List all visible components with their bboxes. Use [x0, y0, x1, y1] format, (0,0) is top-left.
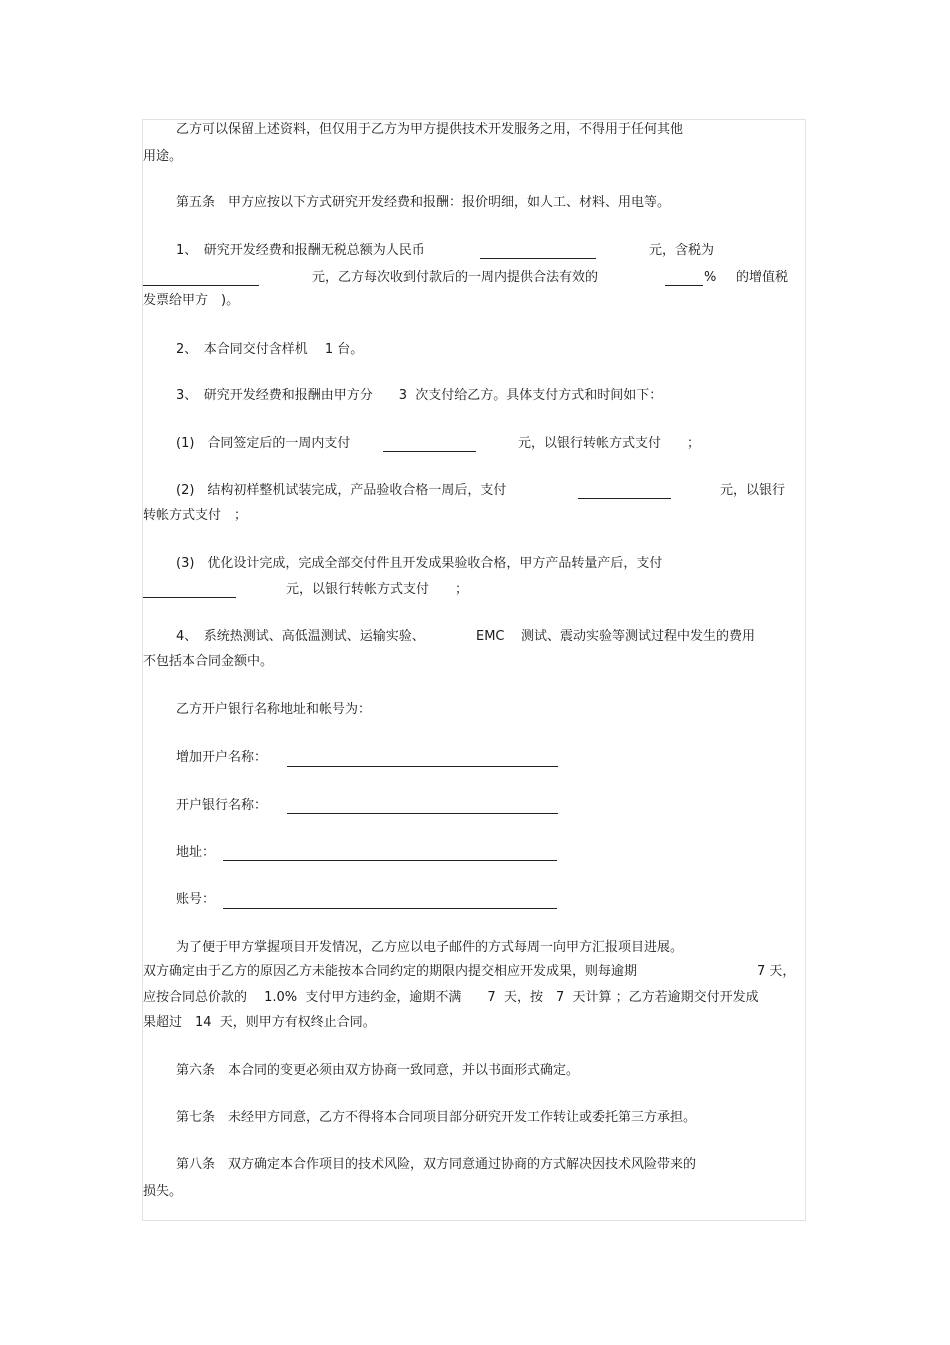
- account-name-blank: [287, 766, 558, 767]
- text-line: 果超过 14 天，则甲方有权终止合同。: [143, 1015, 376, 1030]
- text-line: (1) 合同签定后的一周内支付: [176, 436, 351, 451]
- address-blank: [223, 860, 557, 861]
- text-line: 7 天，: [757, 964, 796, 979]
- account-number-blank: [223, 908, 557, 909]
- text-line: 3、 研究开发经费和报酬由甲方分 3 次支付给乙方。具体支付方式和时间如下：: [176, 388, 663, 403]
- text-line: 不包括本合同金额中。: [143, 654, 274, 669]
- blank-line: [143, 597, 236, 598]
- text-line: 元，乙方每次收到付款后的一周内提供合法有效的: [312, 270, 599, 285]
- text-line: 元，以银行转帐方式支付 ；: [286, 582, 469, 597]
- blank-line: [383, 451, 476, 452]
- bank-info-heading: 乙方开户银行名称地址和帐号为：: [176, 702, 372, 717]
- text-line: 发票给甲方 )。: [143, 293, 240, 308]
- text-line: 双方确定由于乙方的原因乙方未能按本合同约定的期限内提交相应开发成果，则每逾期: [143, 964, 638, 979]
- account-name-label: 增加开户名称：: [176, 750, 268, 765]
- text-line: 1、 研究开发经费和报酬无税总额为人民币: [176, 243, 425, 258]
- account-number-label: 账号：: [176, 892, 216, 907]
- bank-name-label: 开户银行名称：: [176, 798, 268, 813]
- text-line: 损失。: [143, 1184, 183, 1199]
- text-line: 元，以银行: [720, 483, 786, 498]
- address-label: 地址：: [176, 845, 216, 860]
- text-line: 乙方可以保留上述资料，但仅用于乙方为甲方提供技术开发服务之用，不得用于任何其他: [176, 122, 684, 137]
- text-line: 4、 系统热测试、高低温测试、运输实验、: [176, 629, 425, 644]
- text-line: (3) 优化设计完成，完成全部交付件且开发成果验收合格，甲方产品转量产后，支付: [176, 556, 663, 571]
- blank-line: [480, 258, 596, 259]
- text-line: 元，含税为: [649, 243, 715, 258]
- text-line: (2) 结构初样整机试装完成，产品验收合格一周后，支付: [176, 483, 507, 498]
- text-line: 转帐方式支付 ；: [143, 508, 248, 523]
- blank-line: [665, 285, 703, 286]
- bank-name-blank: [287, 813, 558, 814]
- text-line: 用途。: [143, 149, 183, 164]
- blank-line: [578, 498, 671, 499]
- article-7: 第七条 未经甲方同意，乙方不得将本合同项目部分研究开发工作转让或委托第三方承担。: [176, 1110, 697, 1125]
- text-line: EMC: [476, 629, 505, 644]
- blank-line: [143, 285, 259, 286]
- text-line: 为了便于甲方掌握项目开发情况，乙方应以电子邮件的方式每周一向甲方汇报项目进展。: [176, 940, 684, 955]
- text-line: %: [704, 270, 717, 285]
- article-6: 第六条 本合同的变更必须由双方协商一致同意，并以书面形式确定。: [176, 1063, 580, 1078]
- text-line: 2、 本合同交付含样机 1 台。: [176, 342, 364, 357]
- article-5-heading: 第五条 甲方应按以下方式研究开发经费和报酬：报价明细，如人工、材料、用电等。: [176, 195, 671, 210]
- text-line: 的增值税: [736, 270, 789, 285]
- text-line: 元，以银行转帐方式支付 ；: [518, 436, 701, 451]
- text-line: 测试、震动实验等测试过程中发生的费用: [521, 629, 756, 644]
- article-8: 第八条 双方确定本合作项目的技术风险，双方同意通过协商的方式解决因技术风险带来的: [176, 1157, 697, 1172]
- text-line: 应按合同总价款的 1.0% 支付甲方违约金，逾期不满 7 天，按 7 天计算 ；乙方若逾期交付开发成: [143, 990, 759, 1005]
